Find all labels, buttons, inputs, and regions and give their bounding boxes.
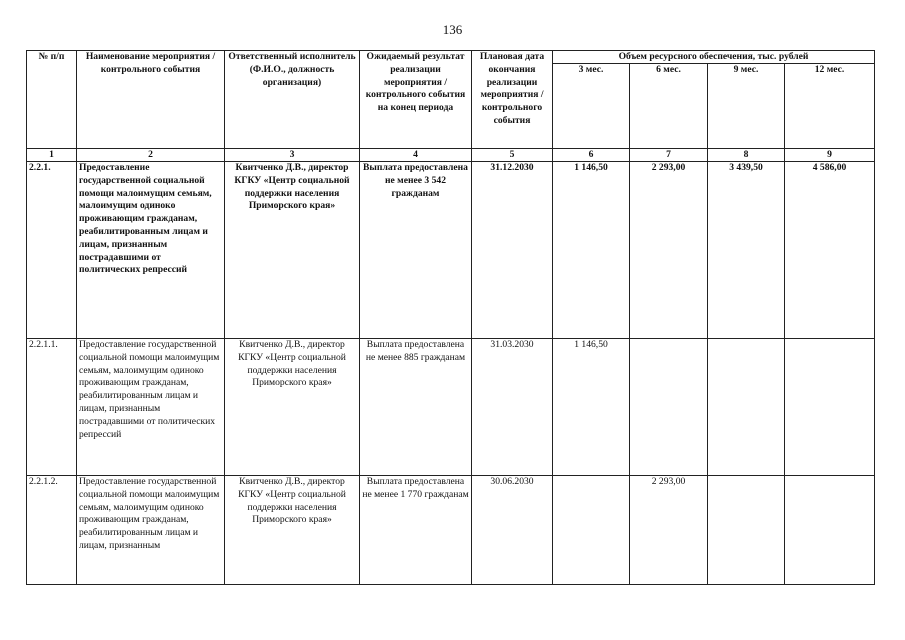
amount-9-months xyxy=(708,339,785,476)
header-9-months: 9 мес. xyxy=(708,64,785,149)
amount-12-months xyxy=(785,339,875,476)
amount-9-months: 3 439,50 xyxy=(708,162,785,339)
planned-date: 31.03.2030 xyxy=(472,339,553,476)
responsible-person: Квитченко Д.В., директор КГКУ «Центр социальной поддержки населения Приморского края» xyxy=(225,162,360,339)
planned-date: 30.06.2030 xyxy=(472,476,553,585)
amount-6-months: 2 293,00 xyxy=(630,162,708,339)
header-6-months: 6 мес. xyxy=(630,64,708,149)
amount-9-months xyxy=(708,476,785,585)
expected-result: Выплата предоставлена не менее 885 гражданам xyxy=(360,339,472,476)
header-date: Плановая дата окончания реализации мероприятия / контрольного события xyxy=(472,51,553,149)
amount-6-months xyxy=(630,339,708,476)
row-number: 2.2.1. xyxy=(27,162,77,339)
column-number: 5 xyxy=(472,149,553,162)
event-name: Предоставление государственной социальной помощи малоимущим семьям, малоимущим одиноко проживающим гражданам, реабилитированным лицам и лицам, признанным xyxy=(77,476,225,585)
responsible-person: Квитченко Д.В., директор КГКУ «Центр социальной поддержки населения Приморского края» xyxy=(225,476,360,585)
resource-plan-table xyxy=(26,50,875,585)
header-row xyxy=(27,51,875,64)
event-name: Предоставление государственной социальной помощи малоимущим семьям, малоимущим одиноко проживающим гражданам, реабилитированным лицам и лицам, признанным пострадавшими от политических репрессий xyxy=(77,339,225,476)
header-resource-group: Объем ресурсного обеспечения, тыс. рублей xyxy=(553,51,875,64)
header-name: Наименование мероприятия / контрольного события xyxy=(77,51,225,149)
column-number: 4 xyxy=(360,149,472,162)
column-number: 1 xyxy=(27,149,77,162)
responsible-person: Квитченко Д.В., директор КГКУ «Центр социальной поддержки населения Приморского края» xyxy=(225,339,360,476)
table-row xyxy=(27,476,875,585)
row-number: 2.2.1.2. xyxy=(27,476,77,585)
header-result: Ожидаемый результат реализации мероприятия / контрольного события на конец периода xyxy=(360,51,472,149)
expected-result: Выплата предоставлена не менее 3 542 гражданам xyxy=(360,162,472,339)
header-3-months: 3 мес. xyxy=(553,64,630,149)
amount-3-months: 1 146,50 xyxy=(553,162,630,339)
column-number: 7 xyxy=(630,149,708,162)
column-numbers-row xyxy=(27,149,875,162)
column-number: 3 xyxy=(225,149,360,162)
planned-date: 31.12.2030 xyxy=(472,162,553,339)
table-row xyxy=(27,162,875,339)
amount-3-months: 1 146,50 xyxy=(553,339,630,476)
column-number: 2 xyxy=(77,149,225,162)
table-row xyxy=(27,339,875,476)
amount-12-months xyxy=(785,476,875,585)
header-12-months: 12 мес. xyxy=(785,64,875,149)
expected-result: Выплата предоставлена не менее 1 770 гражданам xyxy=(360,476,472,585)
header-num: № п/п xyxy=(27,51,77,149)
header-responsible: Ответственный исполнитель (Ф.И.О., должность организация) xyxy=(225,51,360,149)
column-number: 6 xyxy=(553,149,630,162)
event-name: Предоставление государственной социальной помощи малоимущим семьям, малоимущим одиноко проживающим гражданам, реабилитированным лицам и лицам, признанным пострадавшими от политических репрессий xyxy=(77,162,225,339)
amount-3-months xyxy=(553,476,630,585)
column-number: 8 xyxy=(708,149,785,162)
column-number: 9 xyxy=(785,149,875,162)
page-number: 136 xyxy=(442,22,463,37)
row-number: 2.2.1.1. xyxy=(27,339,77,476)
amount-6-months: 2 293,00 xyxy=(630,476,708,585)
amount-12-months: 4 586,00 xyxy=(785,162,875,339)
